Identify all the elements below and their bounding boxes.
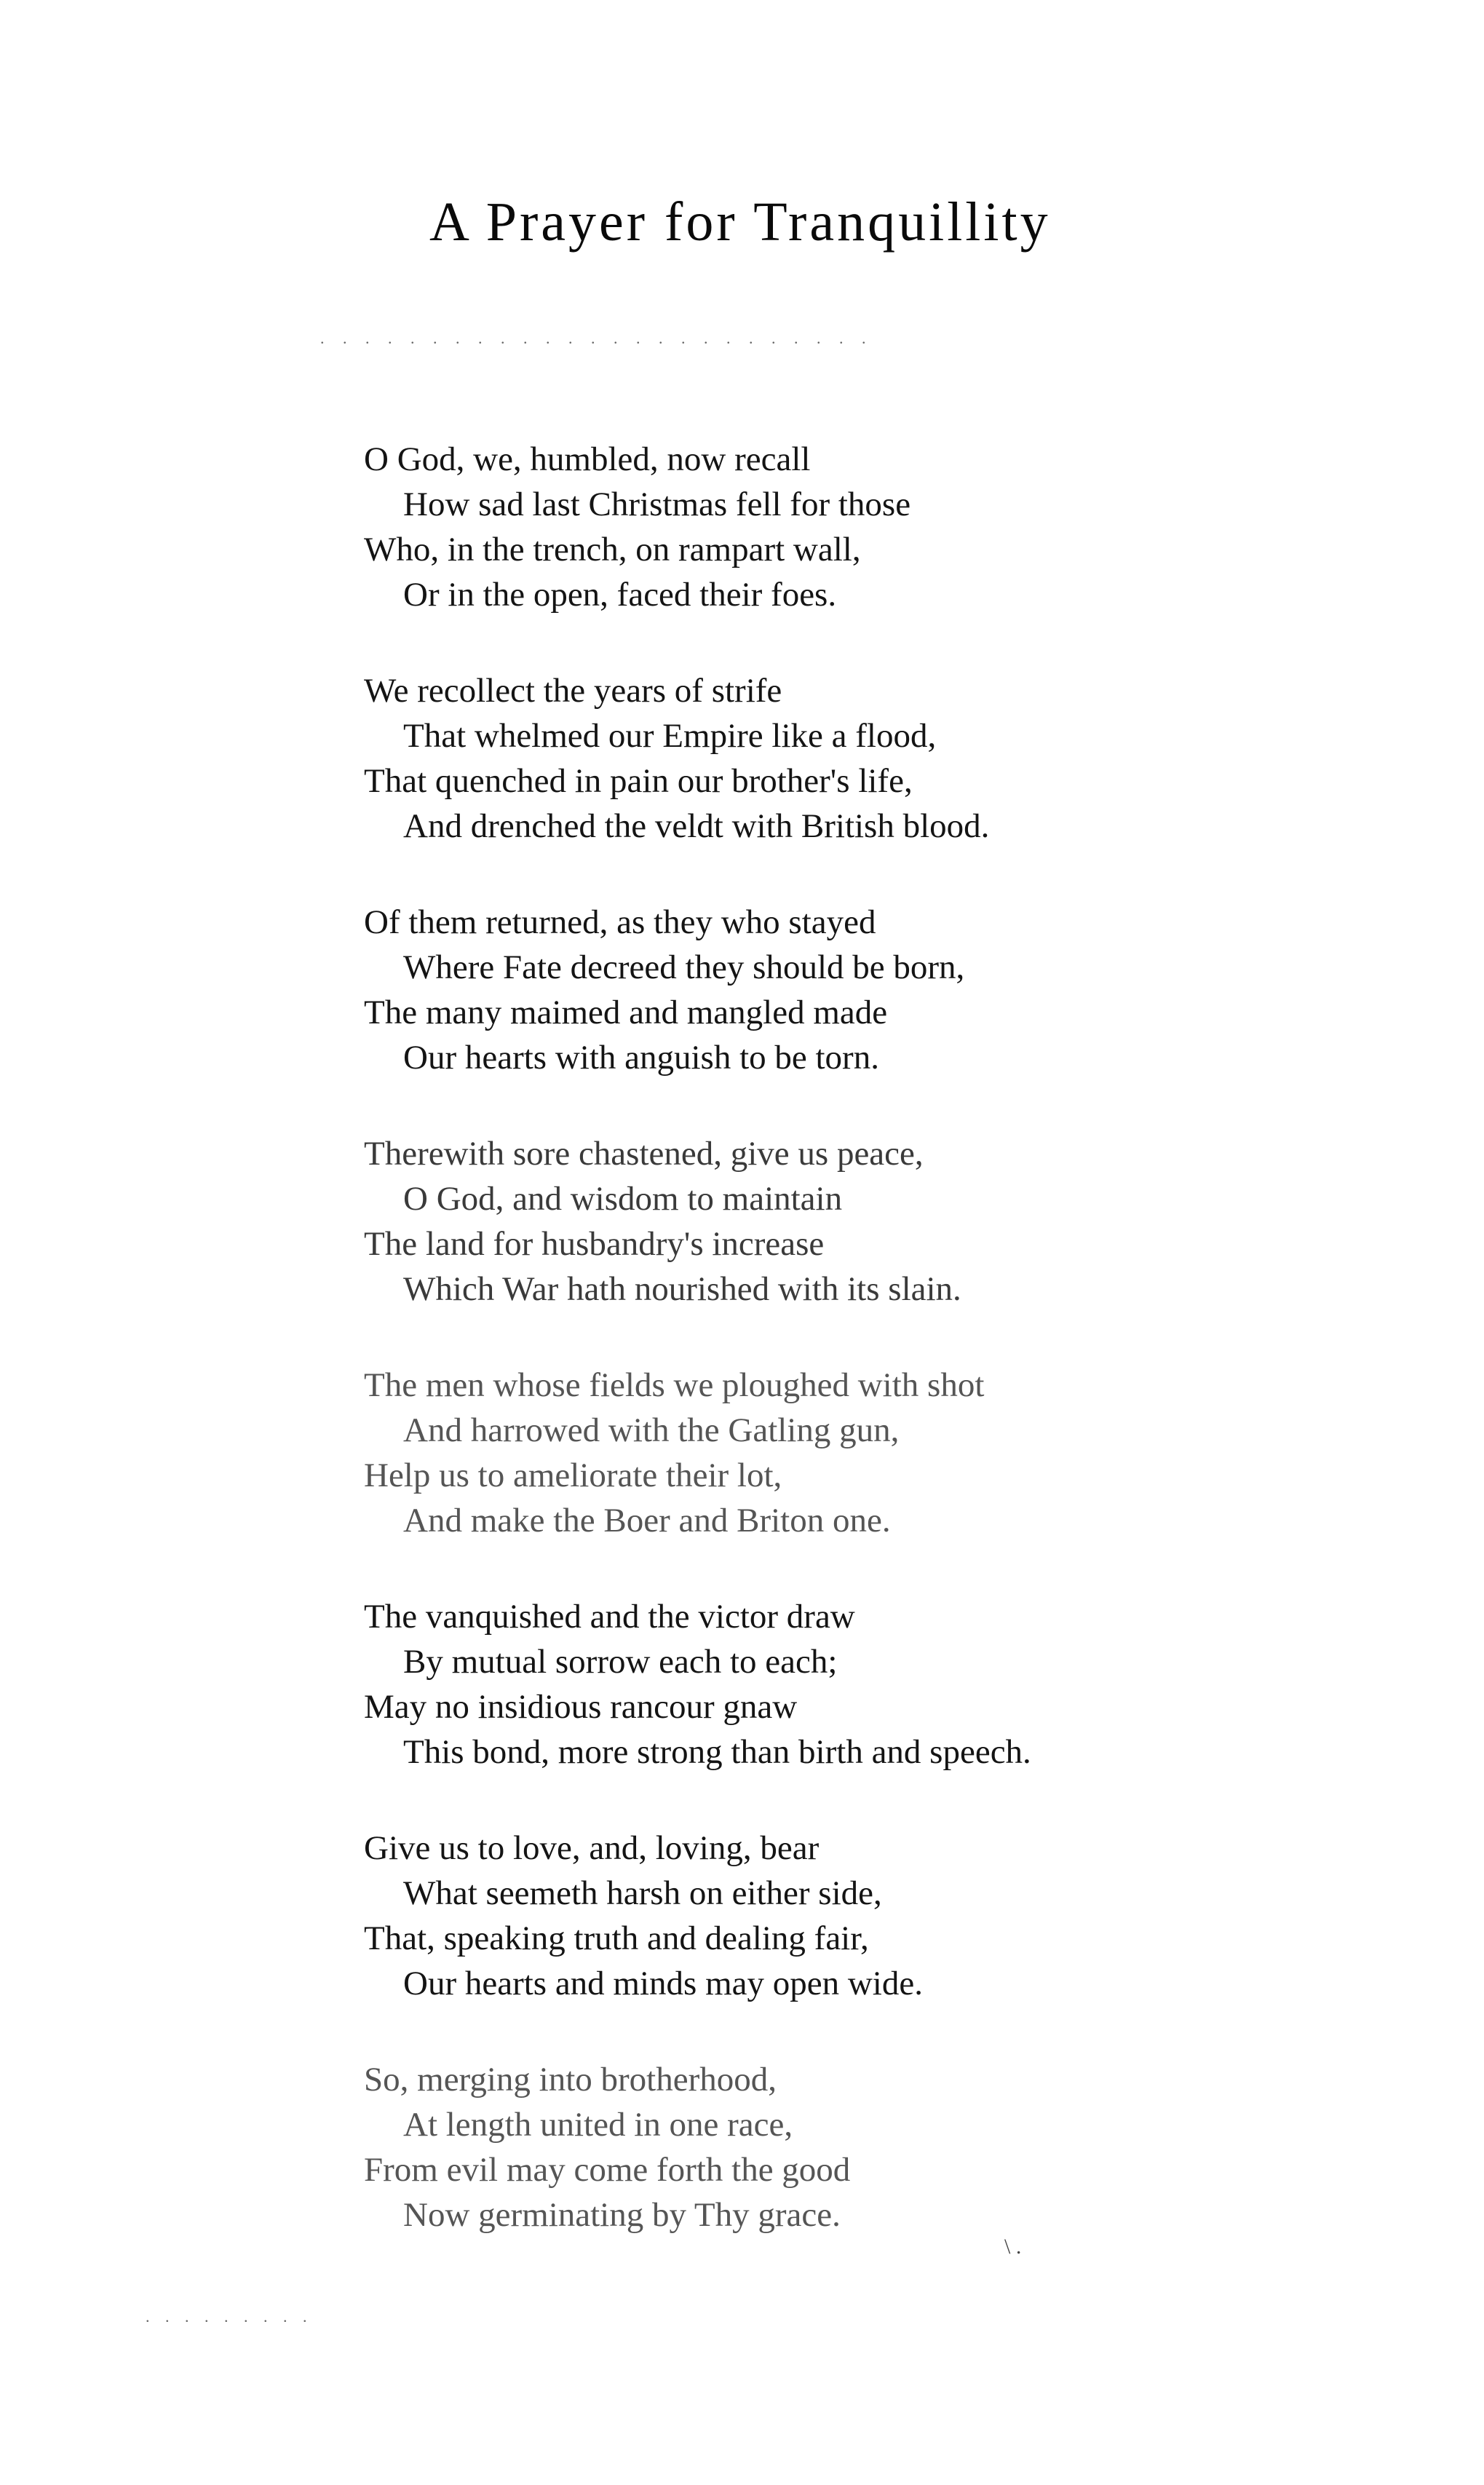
stanza-8 — [364, 2057, 1031, 2238]
poem-line: The vanquished and the victor draw — [364, 1598, 855, 1636]
poem-line: Help us to ameliorate their lot, — [364, 1456, 782, 1494]
poem-title: A Prayer for Tranquillity — [429, 191, 1051, 253]
poem-line: Our hearts and minds may open wide. — [403, 1965, 923, 2002]
poem-line: What seemeth harsh on either side, — [403, 1874, 882, 1912]
poem-line: Give us to love, and, loving, bear — [364, 1829, 820, 1867]
poem-line: Of them returned, as they who stayed — [364, 903, 876, 941]
poem-line: By mutual sorrow each to each; — [403, 1643, 838, 1681]
poem-line: And make the Boer and Briton one. — [403, 1502, 891, 1539]
poem-line: O God, we, humbled, now recall — [364, 440, 811, 478]
poem-line: May no insidious rancour gnaw — [364, 1688, 798, 1726]
poem-line: Therewith sore chastened, give us peace, — [364, 1135, 924, 1173]
poem-line: Our hearts with anguish to be torn. — [403, 1039, 879, 1077]
footer-line: . . . . . . . . . — [146, 2307, 313, 2326]
poem-line: And harrowed with the Gatling gun, — [403, 1411, 900, 1449]
poem-line: We recollect the years of strife — [364, 672, 782, 710]
stanza-1 — [364, 437, 1031, 617]
poem-line: And drenched the veldt with British blood. — [403, 807, 990, 845]
poem-line: O God, and wisdom to maintain — [403, 1180, 843, 1218]
stanza-7 — [364, 1826, 1031, 2006]
poem-line: Now germinating by Thy grace. — [403, 2196, 841, 2234]
poem-line: This bond, more strong than birth and speech. — [403, 1733, 1031, 1771]
poem-line: So, merging into brotherhood, — [364, 2061, 777, 2098]
poem-body — [364, 437, 1031, 2288]
stanza-6 — [364, 1594, 1031, 1775]
poem-line: Who, in the trench, on rampart wall, — [364, 531, 861, 568]
poem-line: Where Fate decreed they should be born, — [403, 948, 965, 986]
poem-line: That quenched in pain our brother's life, — [364, 762, 913, 800]
stanza-5 — [364, 1363, 1031, 1543]
stanza-3 — [364, 900, 1031, 1080]
poem-line: That, speaking truth and dealing fair, — [364, 1919, 869, 1957]
stanza-2 — [364, 668, 1031, 849]
signature-mark: \ . — [1004, 2235, 1022, 2259]
stanza-4 — [364, 1131, 1031, 1312]
poem-line: Which War hath nourished with its slain. — [403, 1270, 961, 1308]
poem-line: From evil may come forth the good — [364, 2151, 851, 2189]
subtitle-line: . . . . . . . . . . . . . . . . . . . . . . . . . — [320, 329, 873, 347]
poem-line: At length united in one race, — [403, 2106, 793, 2144]
poem-line: The many maimed and mangled made — [364, 994, 888, 1031]
poem-line: The men whose fields we ploughed with shot — [364, 1366, 985, 1404]
poem-line: That whelmed our Empire like a flood, — [403, 717, 937, 755]
poem-line: Or in the open, faced their foes. — [403, 576, 837, 614]
poem-line: How sad last Christmas fell for those — [403, 485, 911, 523]
poem-line: The land for husbandry's increase — [364, 1225, 825, 1263]
